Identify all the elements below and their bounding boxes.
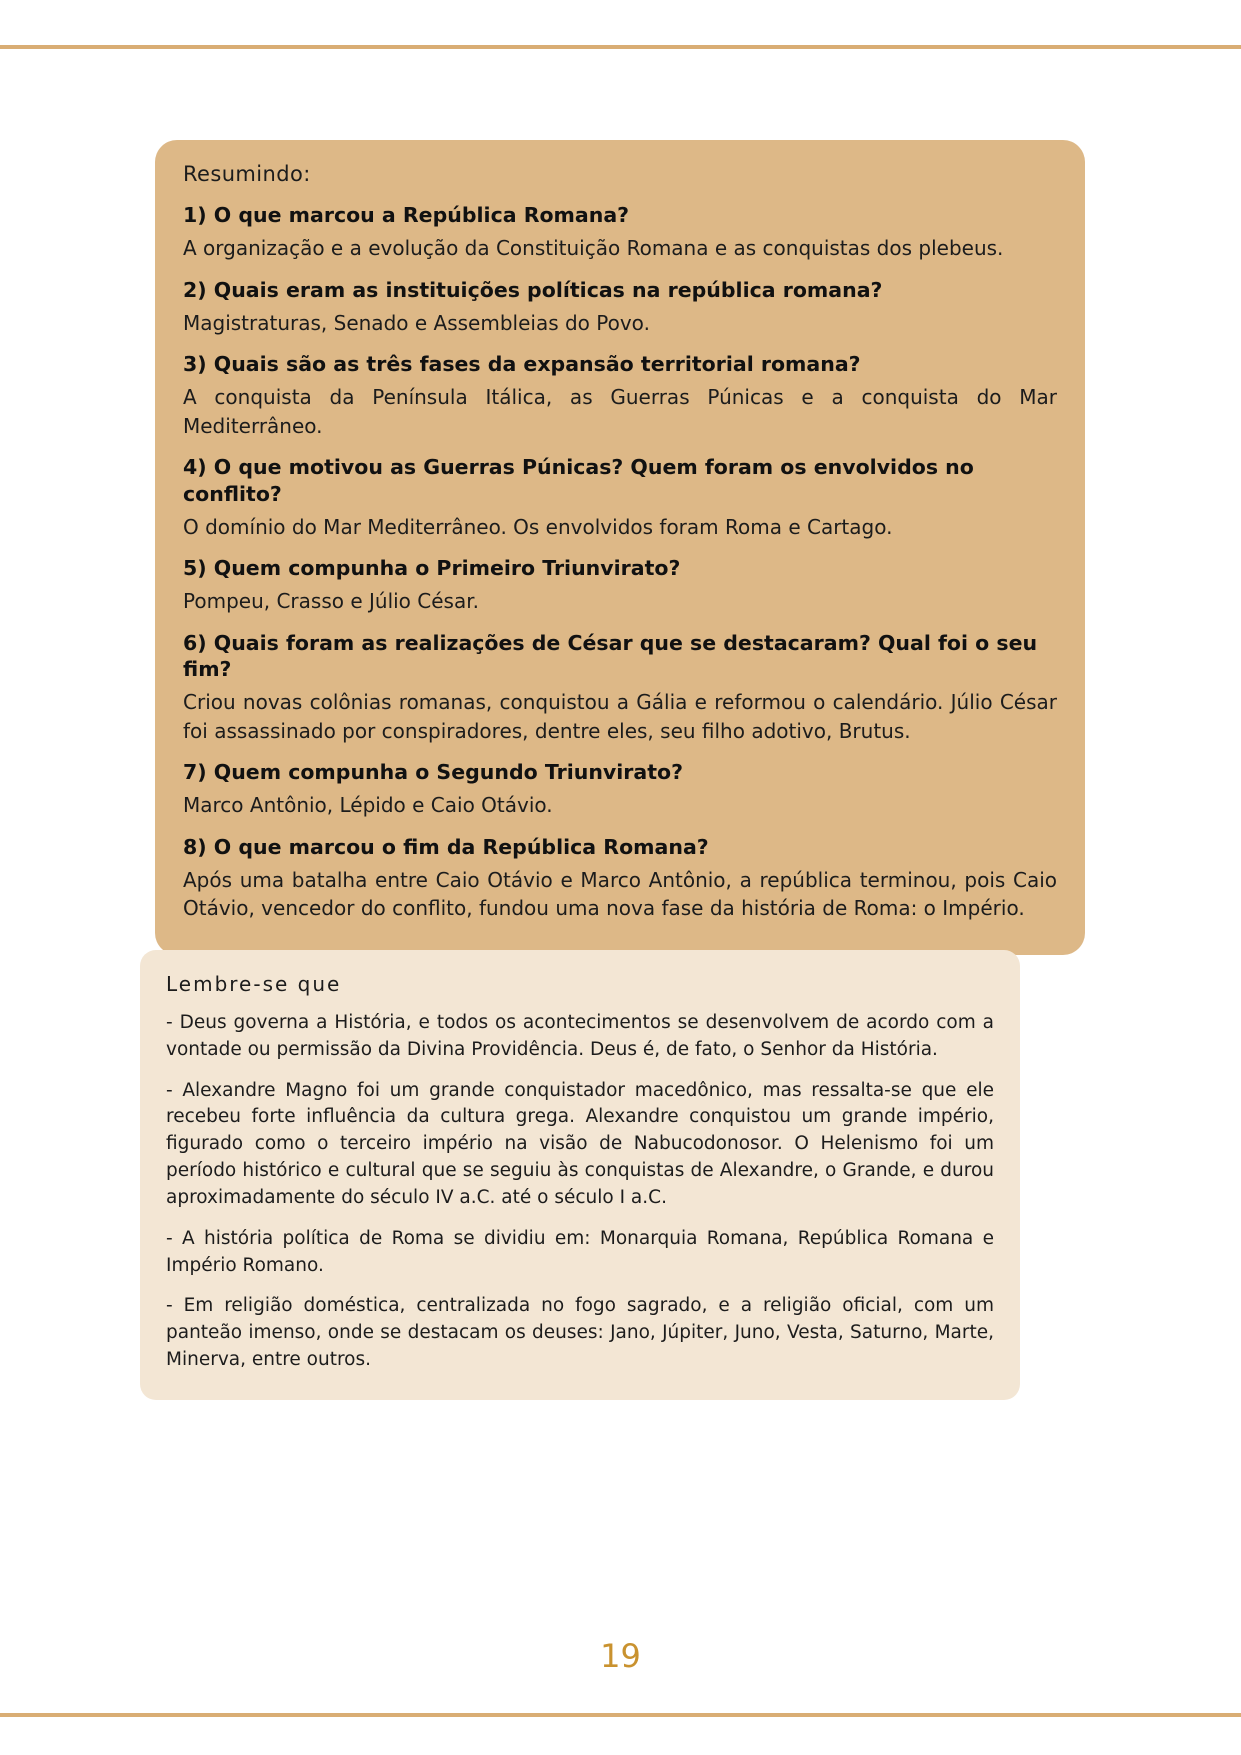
summary-answer: Pompeu, Crasso e Júlio César.: [183, 589, 479, 614]
summary-answer: O domínio do Mar Mediterrâneo. Os envolvidos foram Roma e Cartago.: [183, 514, 893, 539]
bottom-rule-decoration: [0, 1713, 1241, 1717]
summary-question: 6) Quais foram as realizações de César que se destacaram? Qual foi o seu fim?: [183, 630, 1038, 681]
remember-box: [140, 950, 1020, 1400]
summary-question: 8) O que marcou o fim da República Romana?: [183, 834, 709, 859]
summary-answer: A conquista da Península Itálica, as Guerras Púnicas e a conquista do Mar Mediterrâneo.: [183, 385, 1057, 438]
summary-question: 4) O que motivou as Guerras Púnicas? Quem foram os envolvidos no conflito?: [183, 455, 974, 506]
remember-title: Lembre-se que: [166, 972, 342, 996]
remember-item: - Alexandre Magno foi um grande conquistador macedônico, mas ressalta-se que ele recebeu forte influência da cultura grega. Alexandre conquistou um grande império, figurado como o terceiro império na visão de Nabucodonosor. O Helenismo foi um período histórico e cultural que se seguiu às conquistas de Alexandre, o Grande, e durou aproximadamente do século IV a.C. até o século I a.C.: [166, 1079, 994, 1208]
top-rule-decoration: [0, 45, 1241, 49]
summary-title: Resumindo:: [183, 162, 311, 186]
remember-item: - A história política de Roma se dividiu em: Monarquia Romana, República Romana e Império Romano.: [166, 1227, 994, 1276]
summary-box: [155, 140, 1085, 955]
summary-question: 2) Quais eram as instituições políticas na república romana?: [183, 277, 883, 302]
summary-answer: Criou novas colônias romanas, conquistou a Gália e reformou o calendário. Júlio César foi assassinado por conspiradores, dentre eles, seu filho adotivo, Brutus.: [183, 690, 1057, 743]
summary-question: 7) Quem compunha o Segundo Triunvirato?: [183, 760, 684, 784]
remember-item: - Deus governa a História, e todos os acontecimentos se desenvolvem de acordo com a vontade ou permissão da Divina Providência. Deus é, de fato, o Senhor da História.: [166, 1012, 994, 1060]
summary-answer: Após uma batalha entre Caio Otávio e Marco Antônio, a república terminou, pois Caio Otávio, vencedor do conflito, fundou uma nova fase da história de Roma: o Império.: [183, 867, 1057, 921]
summary-question: 3) Quais são as três fases da expansão territorial romana?: [183, 352, 861, 377]
summary-answer: A organização e a evolução da Constituição Romana e as conquistas dos plebeus.: [183, 236, 1004, 261]
summary-question: 5) Quem compunha o Primeiro Triunvirato?: [183, 556, 681, 581]
page-number: 19: [600, 1637, 641, 1675]
summary-question: 1) O que marcou a República Romana?: [183, 203, 630, 227]
summary-answer: Marco Antônio, Lépido e Caio Otávio.: [183, 793, 553, 818]
remember-item: - Em religião doméstica, centralizada no fogo sagrado, e a religião oficial, com um panteão imenso, onde se destacam os deuses: Jano, Júpiter, Juno, Vesta, Saturno, Marte, Minerva, entre outros.: [166, 1295, 994, 1370]
summary-answer: Magistraturas, Senado e Assembleias do Povo.: [183, 310, 650, 335]
